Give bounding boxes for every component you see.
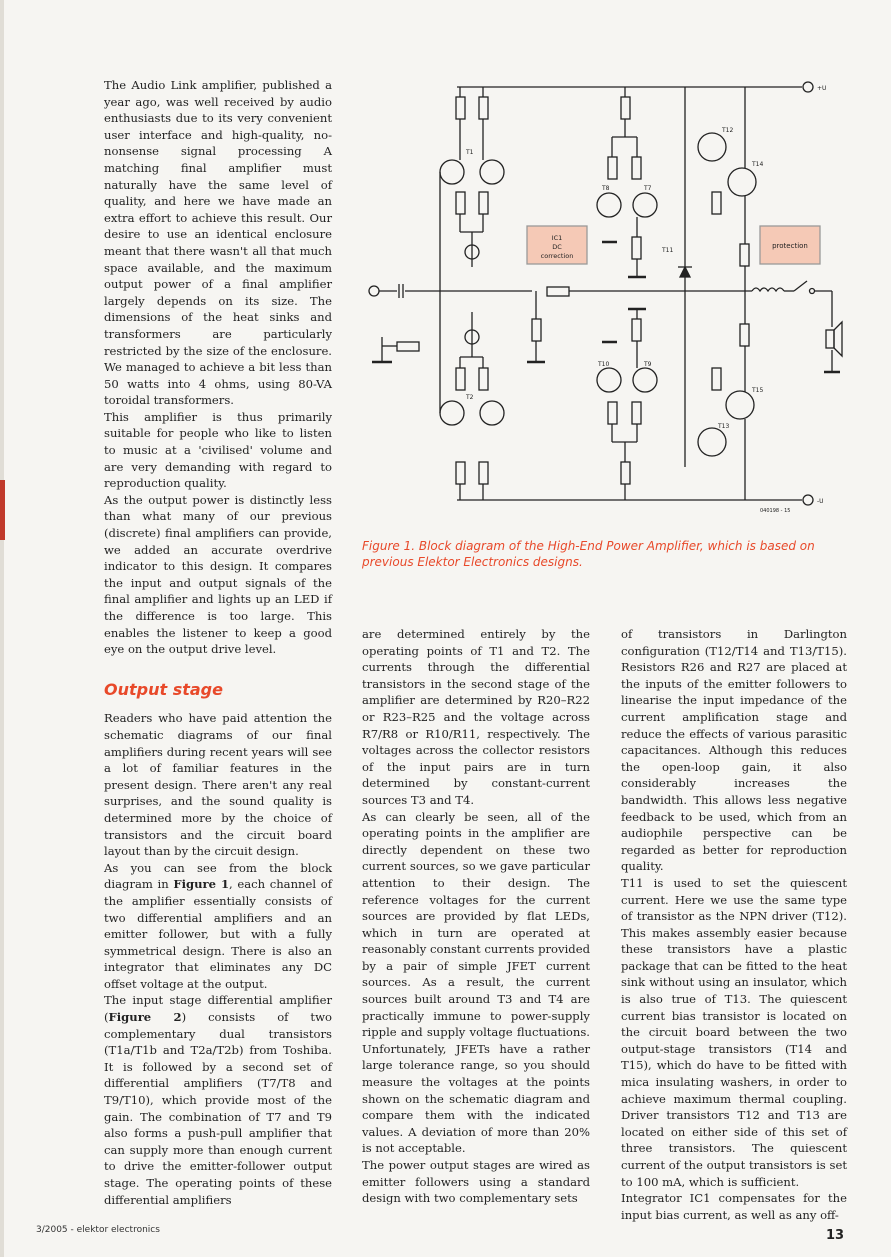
- transistor-T9: [633, 368, 657, 392]
- paragraph: The input stage differential amplifier (Figure 2) consists of two complementary dual transistors (T1a/T1b and T2a/T2b) from Toshiba. It is followed by a second set of differential amplifiers (T7/T8 and T9/T10), which provide most of the gain. The combination of T7 and T9 also forms a push-pull amplifier that can supply more than enough current to drive the emitter-follower output stage. The operating points of these differential amplifiers: [104, 993, 332, 1207]
- transistor-T10: [597, 368, 621, 392]
- paragraph: As the output power is distinctly less than what many of our previous (discrete) final amplifiers can provide, we added an accurate overdrive indicator to this design. It compares the input and output signals of the final amplifier and lights up an LED if the difference is too large. This enables the listener to keep a good eye on the output drive level.: [104, 492, 332, 657]
- paragraph: The power output stages are wired as emitter followers using a standard design with two complementary sets: [362, 1158, 590, 1206]
- text-column-3: [621, 626, 847, 1223]
- transistor-T13: [698, 428, 726, 456]
- ic1-label: DC: [552, 243, 562, 251]
- paragraph: are determined entirely by the operating points of T1 and T2. The currents through the differential transistors in the second stage of the amplifier are determined by R20–R22 or R23–R25 and the voltage across R7/R8 or R10/R11, respectively. The voltages across the collector resistors of the input pairs are in turn determined by constant-current sources T3 and T4.: [362, 627, 590, 807]
- svg-text:T2: T2: [466, 394, 474, 401]
- figure-ref: Figure 1: [173, 877, 230, 892]
- svg-text:T13: T13: [718, 423, 730, 430]
- svg-text:T14: T14: [752, 161, 764, 168]
- transistor-T14: [728, 168, 756, 196]
- svg-text:T9: T9: [644, 361, 652, 368]
- svg-text:T1: T1: [466, 149, 474, 156]
- protection-label: protection: [772, 242, 808, 250]
- paragraph: Readers who have paid attention the schematic diagrams of our final amplifiers during recent years will see a lot of familiar features in the present design. There aren't any real surprises, and the sound quality is determined more by the choice of transistors and the circuit board layout than by the circuit design.: [104, 711, 332, 859]
- page-edge-mark: [0, 480, 5, 540]
- paragraph: T11 is used to set the quiescent current. Here we use the same type of transistor as the NPN driver (T12). This makes assembly easier because these transistors have a plastic package that can be fitted to the heat sink without using an insulator, which is also true of T13. The quiescent current bias transistor is located on the circuit board between the two output-stage transistors (T14 and T15), which do have to be fitted with mica insulating washers, in order to achieve maximum thermal coupling. Driver transistors T12 and T13 are located on either side of this set of three transistors. The quiescent current of the output transistors is set to 100 mA, which is sufficient.: [621, 875, 847, 1189]
- svg-text:T7: T7: [644, 185, 652, 192]
- speaker-icon: [826, 330, 834, 348]
- transistor-T2b: [480, 401, 504, 425]
- svg-text:T8: T8: [602, 185, 610, 192]
- paragraph: As you can see from the block diagram in Figure 1, each channel of the amplifier essentially consists of two differential amplifiers and an emitter follower, but with a fully symmetrical design. There is also an integrator that eliminates any DC offset voltage at the output.: [104, 860, 332, 991]
- issue-footer: 3/2005 - elektor electronics: [36, 1225, 160, 1235]
- paragraph: This amplifier is thus primarily suitable for people who like to listen to music at a 'civilised' volume and are very demanding with regard to reproduction quality.: [104, 409, 332, 491]
- ic1-label: IC1: [551, 234, 563, 242]
- output-inductor: [752, 288, 784, 291]
- input-terminal: [369, 286, 379, 296]
- transistor-T1a: [440, 160, 464, 184]
- paragraph: Integrator IC1 compensates for the input bias current, as well as any off-: [621, 1191, 847, 1222]
- paragraph: As can clearly be seen, all of the operating points in the amplifier are directly dependent on these two current sources, so we gave particular attention to their design. The reference voltages for the current sources are provided by flat LEDs, which in turn are operated at reasonably constant currents provided by a pair of simple JFET current sources. As a result, the current sources built around T3 and T4 are practically immune to power-supply ripple and supply voltage fluctuations. Unfortunately, JFETs have a rather large tolerance range, so you should measure the voltages at the points shown on the schematic diagram and compare them with the indicated values. A deviation of more than 20% is not acceptable.: [362, 809, 590, 1156]
- text-column-2: [362, 626, 590, 1207]
- svg-text:T12: T12: [722, 127, 734, 134]
- svg-text:T10: T10: [598, 361, 610, 368]
- transistor-T2a: [440, 401, 464, 425]
- block-diagram: [362, 72, 862, 522]
- transistor-T12: [698, 133, 726, 161]
- paragraph: The Audio Link amplifier, published a year ago, was well received by audio enthusiasts due to its very convenient user interface and high-quality, no-nonsense signal processing A matching final amplifier must naturally have the same level of quality, and here we have made an extra effort to achieve this result. Our desire to use an identical enclosure meant that there wasn't all that much space available, and the maximum output power of a final amplifier largely depends on its size. The dimensions of the heat sinks and transformers are particularly restricted by the size of the enclosure. We managed to achieve a bit less than 50 watts into 4 ohms, using 80-VA toroidal transformers.: [104, 78, 332, 408]
- page-number: 13: [826, 1228, 845, 1243]
- transistor-T7: [633, 193, 657, 217]
- minus-terminal: [803, 495, 813, 505]
- transistor-T15: [726, 391, 754, 419]
- ic1-label: correction: [540, 252, 574, 260]
- svg-text:T15: T15: [752, 387, 764, 394]
- transistor-T8: [597, 193, 621, 217]
- transistor-T1b: [480, 160, 504, 184]
- figure-ref: Figure 2: [108, 1010, 182, 1025]
- paragraph: of transistors in Darlington configuration (T12/T14 and T13/T15). Resistors R26 and R27 are placed at the inputs of the emitter followers to linearise the input impedance of the current amplification stage and reduce the effects of various parasitic capacitances. Although this reduces the open-loop gain, it also considerably increases the bandwidth. This allows less negative feedback to be used, which from an audiophile perspective can be regarded as better for reproduction quality.: [621, 627, 847, 874]
- section-heading: Output stage: [104, 679, 223, 699]
- text-column-1: [104, 77, 332, 1208]
- minus-ub-label: -U: [817, 498, 824, 505]
- figure-caption: Figure 1. Block diagram of the High-End Power Amplifier, which is based on previous Elektor Electronics designs.: [362, 539, 815, 569]
- plus-ub-label: +U: [817, 85, 827, 92]
- page-edge: [0, 0, 4, 1257]
- svg-text:T11: T11: [662, 247, 674, 254]
- plus-terminal: [803, 82, 813, 92]
- figure-code: 040198 - 15: [760, 508, 791, 514]
